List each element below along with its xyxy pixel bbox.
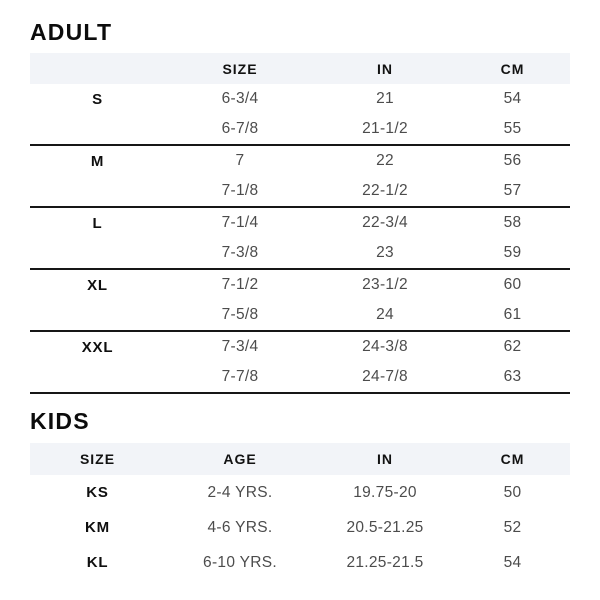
hat-size-cell: 6-3/4 xyxy=(221,90,259,107)
inches-cell: 23-1/2 xyxy=(362,276,408,293)
table-row xyxy=(30,84,570,114)
kids-size-label: KL xyxy=(86,554,109,571)
cm-cell: 59 xyxy=(503,244,522,261)
inches-cell: 22 xyxy=(376,152,394,169)
table-row xyxy=(30,146,570,176)
inches-cell: 24 xyxy=(376,306,394,323)
cm-cell: 61 xyxy=(503,306,522,323)
hat-size-cell: 7-1/4 xyxy=(221,214,259,231)
kids-size-label: KS xyxy=(86,484,109,501)
kids-section-title: KIDS xyxy=(30,408,90,434)
size-group-label: M xyxy=(90,152,105,170)
inches-cell: 20.5-21.25 xyxy=(346,518,424,536)
cm-cell: 62 xyxy=(503,338,522,355)
inches-cell: 24-3/8 xyxy=(362,338,408,355)
table-row xyxy=(30,208,570,238)
adult-size-group-m xyxy=(30,146,570,208)
cm-cell: 54 xyxy=(503,90,522,107)
adult-size-group-l xyxy=(30,208,570,270)
hat-size-cell: 7-3/8 xyxy=(221,244,259,261)
inches-cell: 22-1/2 xyxy=(362,182,408,199)
cm-cell: 50 xyxy=(503,483,522,501)
inches-cell: 21-1/2 xyxy=(362,120,408,137)
adult-size-group-s xyxy=(30,84,570,146)
hat-size-cell: 7-7/8 xyxy=(221,368,259,385)
table-row xyxy=(30,362,570,392)
hat-size-cell: 7 xyxy=(235,152,245,169)
hat-size-cell: 7-1/8 xyxy=(221,182,259,199)
cm-cell: 56 xyxy=(503,152,522,169)
cm-cell: 54 xyxy=(503,553,522,571)
kids-header-cm: CM xyxy=(500,451,525,467)
adult-header-size: SIZE xyxy=(222,60,258,77)
kids-table-header-row xyxy=(30,443,570,475)
cm-cell: 57 xyxy=(503,182,522,199)
inches-cell: 23 xyxy=(376,244,394,261)
table-row xyxy=(30,300,570,330)
table-row xyxy=(30,114,570,144)
age-cell: 2-4 YRS. xyxy=(207,483,273,501)
table-row xyxy=(30,176,570,206)
size-group-label: L xyxy=(92,214,103,232)
table-row xyxy=(30,545,570,580)
table-row xyxy=(30,510,570,545)
inches-cell: 19.75-20 xyxy=(353,483,417,501)
age-cell: 4-6 YRS. xyxy=(207,518,273,536)
size-group-label: S xyxy=(92,90,103,108)
inches-cell: 24-7/8 xyxy=(362,368,408,385)
kids-size-label: KM xyxy=(85,519,110,536)
hat-size-cell: 7-5/8 xyxy=(221,306,259,323)
table-row xyxy=(30,238,570,268)
adult-size-group-xxl xyxy=(30,332,570,394)
table-row xyxy=(30,475,570,510)
kids-header-in: IN xyxy=(377,451,393,467)
cm-cell: 60 xyxy=(503,276,522,293)
kids-header-age: AGE xyxy=(223,451,257,467)
kids-size-table xyxy=(30,443,570,580)
adult-table-header-row xyxy=(30,53,570,84)
adult-section-title: ADULT xyxy=(30,19,113,45)
cm-cell: 52 xyxy=(503,518,522,536)
cm-cell: 58 xyxy=(503,214,522,231)
adult-size-table xyxy=(30,53,570,394)
inches-cell: 21 xyxy=(376,90,394,107)
adult-header-cm: CM xyxy=(500,60,525,77)
cm-cell: 63 xyxy=(503,368,522,385)
cm-cell: 55 xyxy=(503,120,522,137)
inches-cell: 21.25-21.5 xyxy=(346,553,424,571)
table-row xyxy=(30,270,570,300)
table-row xyxy=(30,332,570,362)
adult-size-group-xl xyxy=(30,270,570,332)
age-cell: 6-10 YRS. xyxy=(203,553,277,571)
inches-cell: 22-3/4 xyxy=(362,214,408,231)
adult-header-in: IN xyxy=(377,60,393,77)
hat-size-cell: 7-1/2 xyxy=(221,276,259,293)
hat-size-cell: 6-7/8 xyxy=(221,120,259,137)
kids-header-size: SIZE xyxy=(79,451,116,467)
size-group-label: XL xyxy=(87,276,108,294)
hat-size-cell: 7-3/4 xyxy=(221,338,259,355)
size-group-label: XXL xyxy=(81,338,114,356)
